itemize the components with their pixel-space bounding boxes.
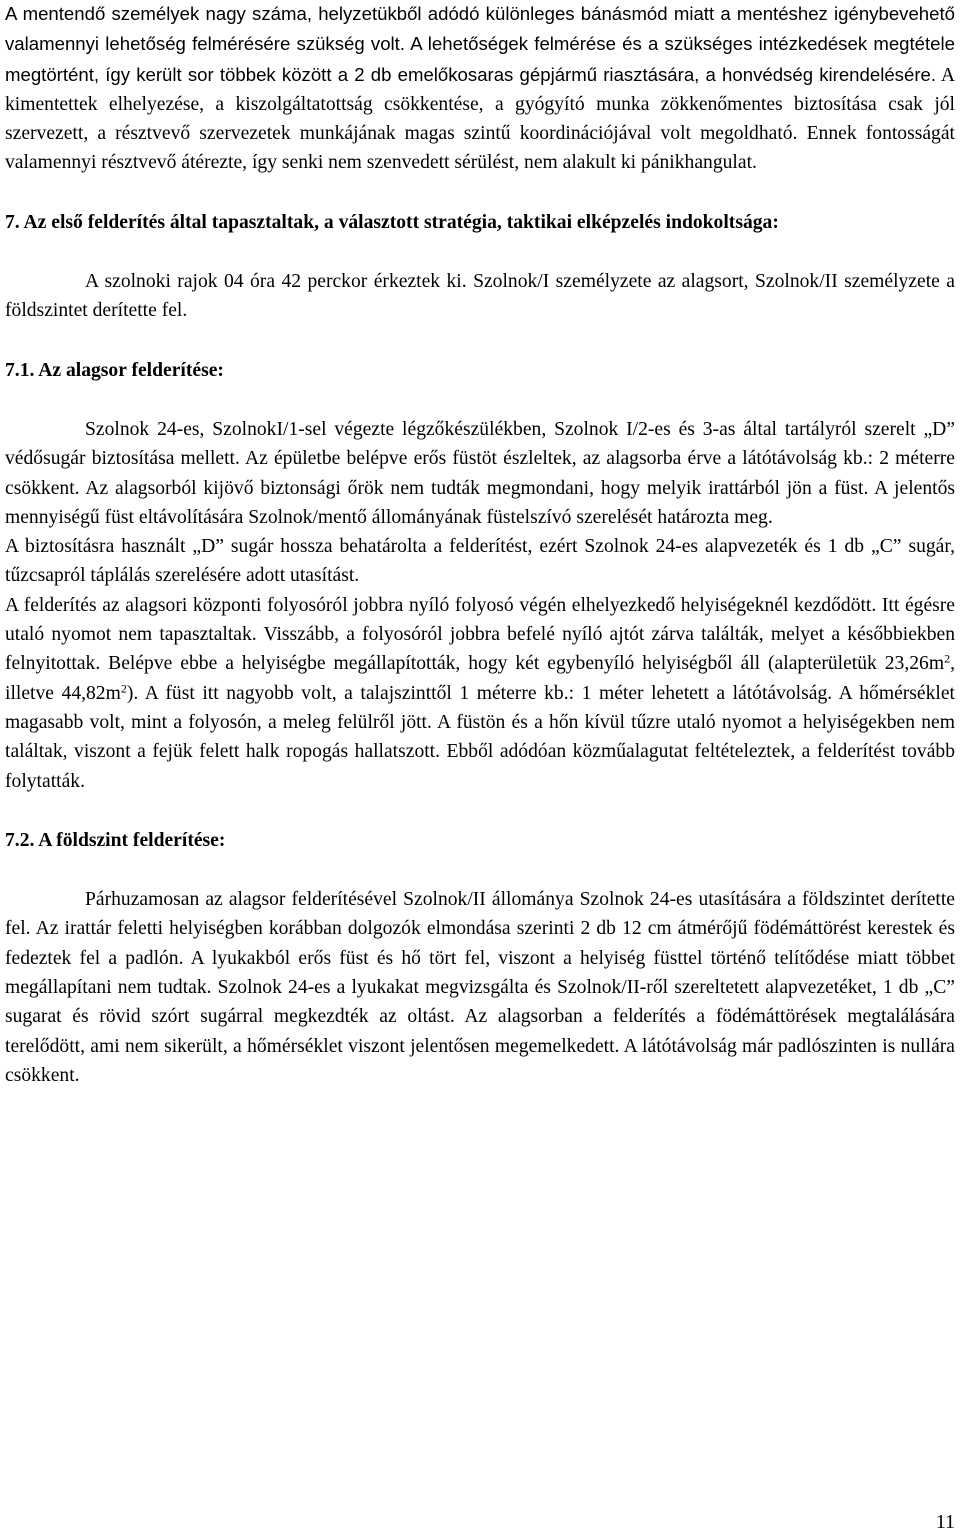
section-7-1-paragraph-3-part-3: ). A füst itt nagyobb volt, a talajszinttől 1 méterre kb.: 1 méter lehetett a látótávolság. A hőmérséklet magasabb volt, mint a folyosón, a meleg felülről jött. A füstön és a hőn kívül tűzre utaló nyomot a helyiségekben nem találtak, viszont a fejük felett halk ropogás hallatszott. Ebből adódóan közműalagutat feltételeztek, a felderítést tovább folytatták. bbox=[5, 682, 955, 792]
section-7-1-paragraph-2: A biztosításra használt „D” sugár hossza behatárolta a felderítést, ezért Szolnok 24-es alapvezeték és 1 db „C” sugár, tűzcsapról táplálás szerelésére adott utasítást. bbox=[5, 536, 955, 587]
page-number: 11 bbox=[935, 1511, 955, 1533]
area-unit-superscript-2: 2 bbox=[120, 681, 127, 696]
section-7-1-paragraph-3-part-1: A felderítés az alagsori központi folyosóról jobbra nyíló folyosó végén elhelyezkedő helyiségeknél kezdődött. Itt égésre utaló nyomot nem tapasztaltak. Visszább, a folyosóról jobbra befelé nyíló ajtót zárva találták, melyet a későbbiekben felnyitottak. Belépve ebbe a helyiségbe megállapították, hogy két egybenyíló helyiségből áll (alapterületük 23,26m bbox=[5, 594, 955, 675]
section-7-paragraph: A szolnoki rajok 04 óra 42 perckor érkeztek ki. Szolnok/I személyzete az alagsort, Szolnok/II személyzete a földszintet derítette fel. bbox=[5, 271, 955, 322]
area-unit-superscript-1: 2 bbox=[944, 651, 951, 666]
section-7-1-paragraph-3-part-2: , illetve 44,82m bbox=[5, 653, 955, 704]
section-7-2-paragraph: Párhuzamosan az alagsor felderítésével Szolnok/II állománya Szolnok 24-es utasítására a földszintet derítette fel. Az irattár feletti helyiségben korábban dolgozók elmondása szerinti 2 db 12 cm átmérőjű födémáttörést kerestek és fedeztek fel a padlón. A lyukakból erős füst és hő tört fel, viszont a helyiség füsttel történő telítődése miatt többet megállapítani nem tudtak. Szolnok 24-es a lyukakat megvizsgálta és Szolnok/II-ről szereltetett alapvezetéket, 1 db „C” sugarat és rövid szórt sugárral megkezdték az oltást. Az alagsorban a felderítés a födémáttörések megtalálására terelődött, ami nem sikerült, a hőmérséklet viszont jelentősen megemelkedett. A látótávolság már padlószinten is nullára csökkent. bbox=[5, 889, 955, 1086]
section-7-2-heading: 7.2. A földszint felderítése: bbox=[5, 829, 226, 851]
section-7-1-paragraph-3 bbox=[5, 591, 955, 796]
intro-sentence-1: A mentendő személyek nagy száma, helyzetükből adódó különleges bánásmód miatt a mentéshez igénybevehető valamennyi lehetőség felmérésére szükség volt. A lehetőségek felmérése és a szükséges intézkedések megtétele megtörtént, így került sor többek között a 2 db emelőkosaras gépjármű riasztására, a honvédség kirendelésére. bbox=[5, 3, 955, 85]
intro-sentence-2: A kimentettek elhelyezése, a kiszolgáltatottság csökkentése, a gyógyító munka zökkenőmentes biztosítása csak jól szervezett, a résztvevő szervezetek munkájának magas szintű koordinációjával volt megoldható. Ennek fontosságát valamennyi résztvevő átérezte, így senki nem szenvedett sérülést, nem alakult ki pánikhangulat. bbox=[5, 64, 956, 174]
section-7-1-paragraph-1: Szolnok 24-es, SzolnokI/1-sel végezte légzőkészülékben, Szolnok I/2-es és 3-as által tartályról szerelt „D” védősugár biztosítása mellett. Az épületbe belépve erős füstöt észleltek, az alagsorba érve a látótávolság kb.: 2 méterre csökkent. Az alagsorból kijövő biztonsági őrök nem tudták megmondani, hogy melyik irattárból jön a füst. A jelentős mennyiségű füst eltávolítására Szolnok/mentő állományának füstelszívó szerelését határozta meg. bbox=[5, 418, 955, 528]
document-page bbox=[5, 0, 955, 1090]
intro-paragraph bbox=[5, 0, 955, 178]
section-7-heading: 7. Az első felderítés által tapasztaltak, a választott stratégia, taktikai elképzelés indokoltsága: bbox=[5, 211, 779, 233]
section-7-1-heading: 7.1. Az alagsor felderítése: bbox=[5, 359, 224, 381]
